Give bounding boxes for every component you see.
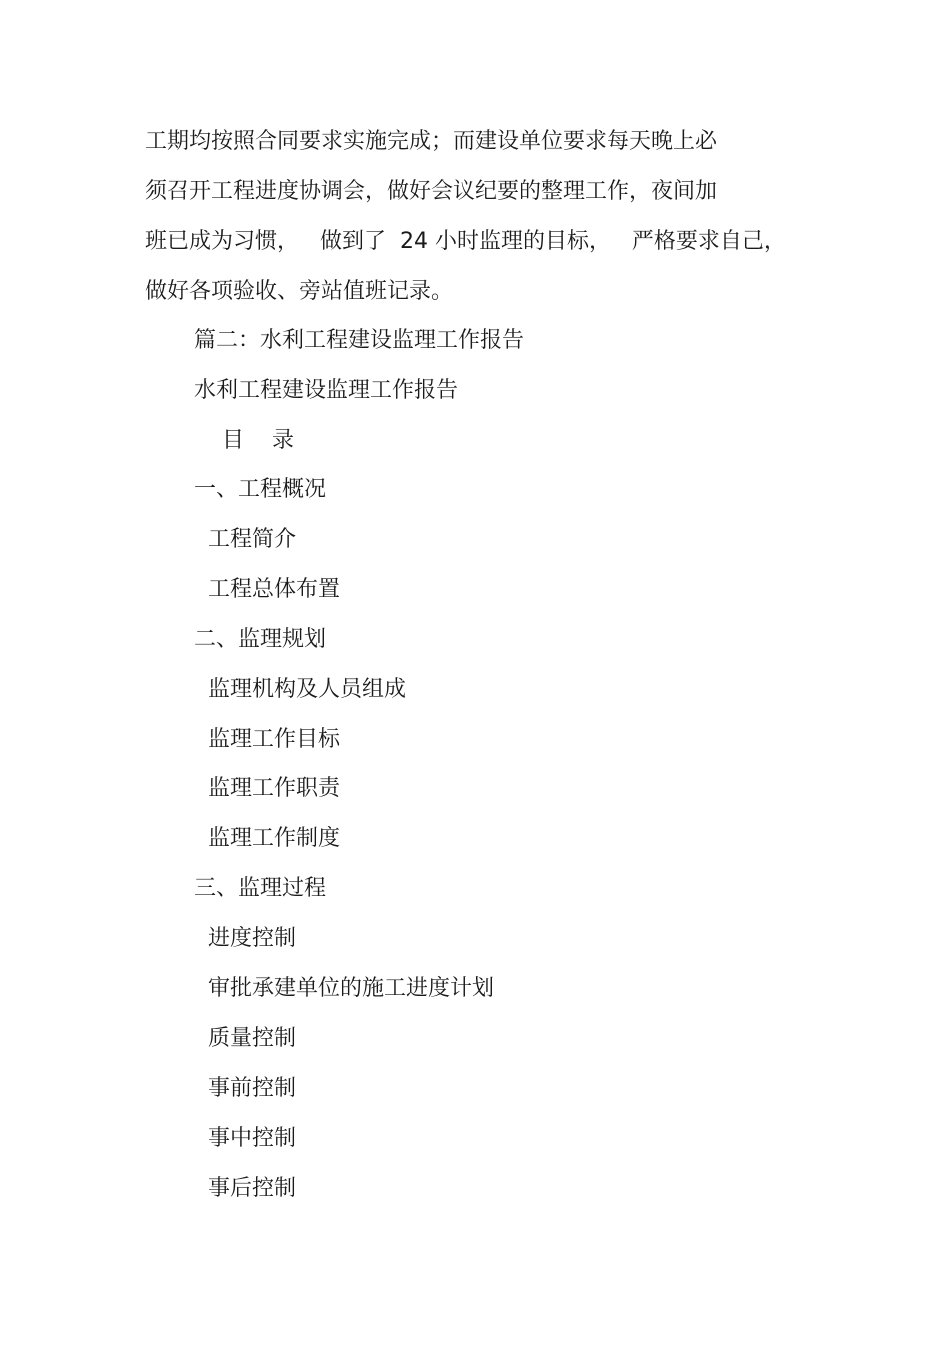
toc-item: 工程简介	[208, 527, 297, 552]
toc-chapter: 二、监理规划	[194, 627, 327, 652]
toc-chapter: 三、监理过程	[194, 876, 327, 901]
toc-item: 事前控制	[208, 1076, 297, 1101]
toc-item: 进度控制	[208, 926, 297, 951]
toc-item: 事后控制	[208, 1176, 297, 1201]
toc-item: 事中控制	[208, 1126, 297, 1151]
paragraph-line: 须召开工程进度协调会，做好会议纪要的整理工作，夜间加	[145, 179, 718, 204]
toc-item: 监理工作制度	[208, 826, 341, 851]
toc-item: 监理机构及人员组成	[208, 677, 407, 702]
toc-item: 质量控制	[208, 1026, 297, 1051]
paragraph-line: 做好各项验收、旁站值班记录。	[145, 279, 454, 304]
paragraph-line: 工期均按照合同要求实施完成；而建设单位要求每天晚上必	[145, 129, 718, 154]
toc-item: 审批承建单位的施工进度计划	[208, 976, 495, 1001]
paragraph-line: 班已成为习惯， 做到了 24 小时监理的目标， 严格要求自己，	[145, 229, 786, 254]
section-heading: 篇二：水利工程建设监理工作报告	[194, 328, 525, 353]
toc-item: 工程总体布置	[208, 577, 341, 602]
toc-chapter: 一、工程概况	[194, 477, 327, 502]
toc-title: 目 录	[222, 428, 294, 453]
toc-item: 监理工作职责	[208, 776, 341, 801]
report-title: 水利工程建设监理工作报告	[194, 378, 459, 403]
toc-item: 监理工作目标	[208, 727, 341, 752]
